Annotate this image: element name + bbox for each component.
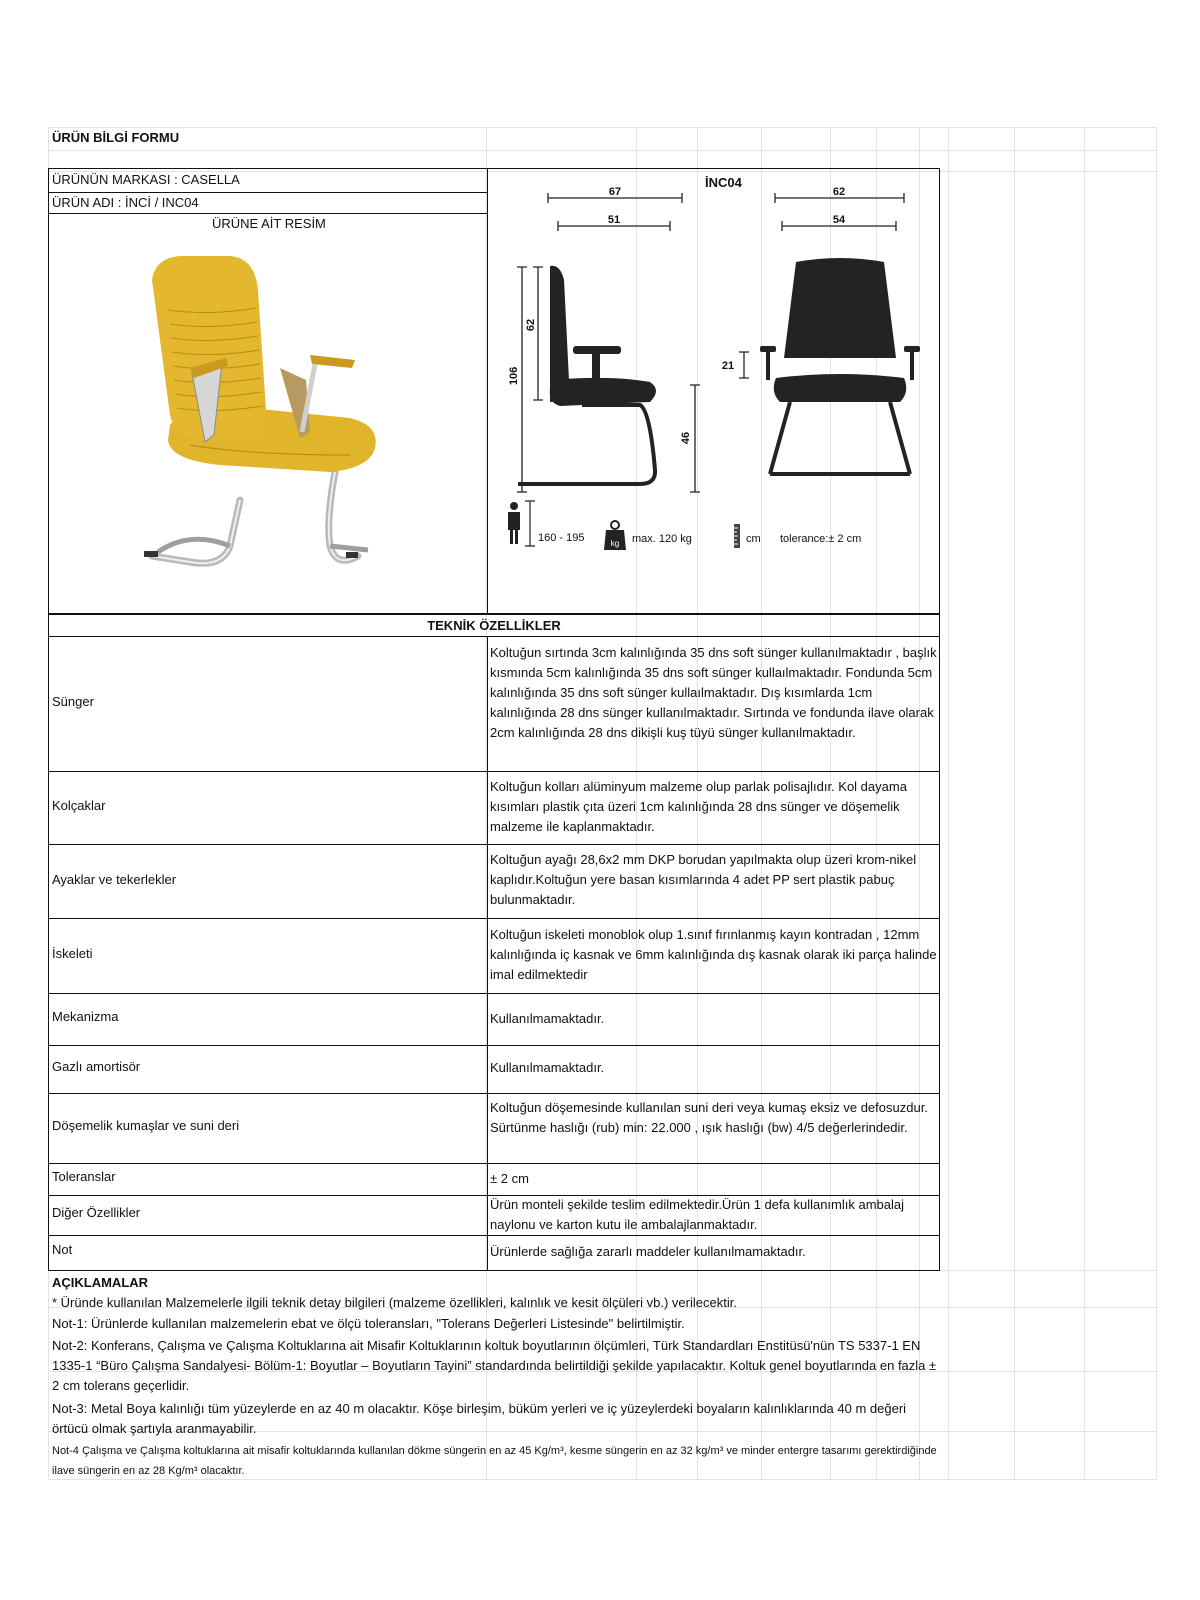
specs-title: TEKNİK ÖZELLİKLER [427, 618, 561, 633]
dim-21: 21 [721, 360, 735, 372]
spec-text-doseme: Koltuğun döşemesinde kullanılan suni deri veya kumaş eksiz ve defosuzdur. Sürtünme haslığı (rub) min: 22.000 , ışık haslığı (bw) 4/5 değerlerindedir. [490, 1100, 928, 1135]
image-caption: ÜRÜNE AİT RESİM [212, 216, 326, 231]
spec-label-not: Not [52, 1242, 73, 1257]
spec-text-toleranslar: ± 2 cm [490, 1171, 529, 1186]
dim-back-62: 62 [525, 318, 537, 332]
product-name: ÜRÜN ADI : İNCİ / INC04 [52, 195, 199, 210]
note-2: Not-2: Konferans, Çalışma ve Çalışma Koltuklarına ait Misafir Koltuklarının koltuk boyutlarının ölçümleri, Türk Standardları Enstitüsü'nün TS 5337-1 EN 1335-1 “Büro Çalışma Sandalyesi- Bölüm-1: Boyutlar – Boyutların Tayini” standardında belirtildiği şekilde yapılacaktır. Koltuk genel boyutlarında en fazla ± 2 cm tolerans geçerlidir. [52, 1338, 937, 1393]
user-height: 160 - 195 [538, 532, 585, 544]
spec-text-ayaklar: Koltuğun ayağı 28,6x2 mm DKP borudan yapılmakta olup üzeri krom-nikel kaplıdır.Koltuğun yere basan kısımlarında 4 adet PP sert plastik pabuç bulunmaktadır. [490, 852, 917, 907]
model-code: İNC04 [705, 175, 742, 190]
notes-title: AÇIKLAMALAR [52, 1275, 149, 1290]
dim-62: 62 [832, 186, 846, 198]
spec-label-toleranslar: Toleranslar [52, 1169, 116, 1184]
spec-text-diger: Ürün monteli şekilde teslim edilmektedir.Ürün 1 defa kullanımlık ambalaj naylonu ve karton kutu ile ambalajlanmaktadır. [490, 1197, 905, 1232]
dim-67: 67 [608, 186, 622, 198]
dim-46: 46 [680, 431, 692, 445]
ruler-icon [734, 524, 740, 548]
spec-label-kolcaklar: Kolçaklar [52, 798, 106, 813]
spec-label-iskeleti: İskeleti [52, 946, 93, 961]
spec-label-ayaklar: Ayaklar ve tekerlekler [52, 872, 177, 887]
kg-icon-label: kg [610, 539, 620, 548]
form-title: ÜRÜN BİLGİ FORMU [52, 130, 180, 145]
unit-cm: cm [746, 533, 761, 545]
spec-text-sunger: Koltuğun sırtında 3cm kalınlığında 35 dns soft sünger kullanılmaktadır , başlık kısmında 5cm kalınlığında 35 dns soft sünger kullaılmaktadır. Fondunda 5cm kalınlığında 35 dns soft sünger kullaılmaktadır. Dış kısımlarda 1cm kalınlığında 28 dns sünger kullanılmaktadır. Sırtında ve fondunda ilave olarak 2cm kalınlığında 28 dns dikişli kuş tüyü sünger kullanılmaktadır. [490, 645, 937, 740]
product-brand: ÜRÜNÜN MARKASI : CASELLA [52, 172, 240, 187]
max-weight: max. 120 kg [632, 533, 692, 545]
dim-106: 106 [508, 366, 520, 386]
note-3: Not-3: Metal Boya kalınlığı tüm yüzeylerde en az 40 m olacaktır. Köşe birleşim, büküm yerleri ve iç yüzeylerdeki boyaların kalınlıklarında 40 m değeri örtücü olmak şartıyla aranmayabilir. [52, 1401, 907, 1436]
spec-text-gazli-amortisor: Kullanılmamaktadır. [490, 1060, 605, 1075]
chair-photo [130, 250, 400, 590]
technical-drawing [490, 170, 935, 565]
spec-text-not: Ürünlerde sağlığa zararlı maddeler kullanılmamaktadır. [490, 1244, 806, 1259]
spec-text-mekanizma: Kullanılmamaktadır. [490, 1011, 605, 1026]
spec-text-iskeleti: Koltuğun iskeleti monoblok olup 1.sınıf fırınlanmış kayın kontradan , 12mm kalınlığında iç kasnak ve 6mm kalınlığında dış kasnak olarak iki parça halinde imal edilmektedir [490, 927, 937, 982]
spec-label-mekanizma: Mekanizma [52, 1009, 119, 1024]
note-4: Not-4 Çalışma ve Çalışma koltuklarına ait misafir koltuklarında kullanılan dökme süngerin en az 45 Kg/m³, kesme süngerin en az 32 kg/m³ ve minder entergre tasarımı gerektirdiğinde ilave süngerin en az 28 Kg/m³ olacaktır. [52, 1445, 937, 1477]
weight-icon [604, 521, 626, 550]
spec-label-gazli-amortisor: Gazlı amortisör [52, 1059, 141, 1074]
spec-label-diger: Diğer Özellikler [52, 1205, 141, 1220]
spec-label-doseme: Döşemelik kumaşlar ve suni deri [52, 1118, 240, 1133]
spec-label-sunger: Sünger [52, 694, 94, 709]
person-height-icon [508, 501, 535, 546]
dim-51: 51 [607, 214, 621, 226]
spec-text-kolcaklar: Koltuğun kolları alüminyum malzeme olup parlak polisajlıdır. Kol dayama kısımları plastik çıta üzeri 1cm kalınlığında 28 dns sünger ve döşemelik malzeme ile kaplanmaktadır. [490, 779, 907, 834]
tolerance-note: tolerance:± 2 cm [780, 533, 862, 545]
note-asterisk: * Üründe kullanılan Malzemelerle ilgili teknik detay bilgileri (malzeme özellikleri, kalınlık ve kesit ölçüleri vb.) verilecektir. [52, 1295, 737, 1310]
dim-54: 54 [832, 214, 846, 226]
note-1: Not-1: Ürünlerde kullanılan malzemelerin ebat ve ölçü toleransları, "Tolerans Değerleri Listesinde" belirtilmiştir. [52, 1316, 685, 1331]
